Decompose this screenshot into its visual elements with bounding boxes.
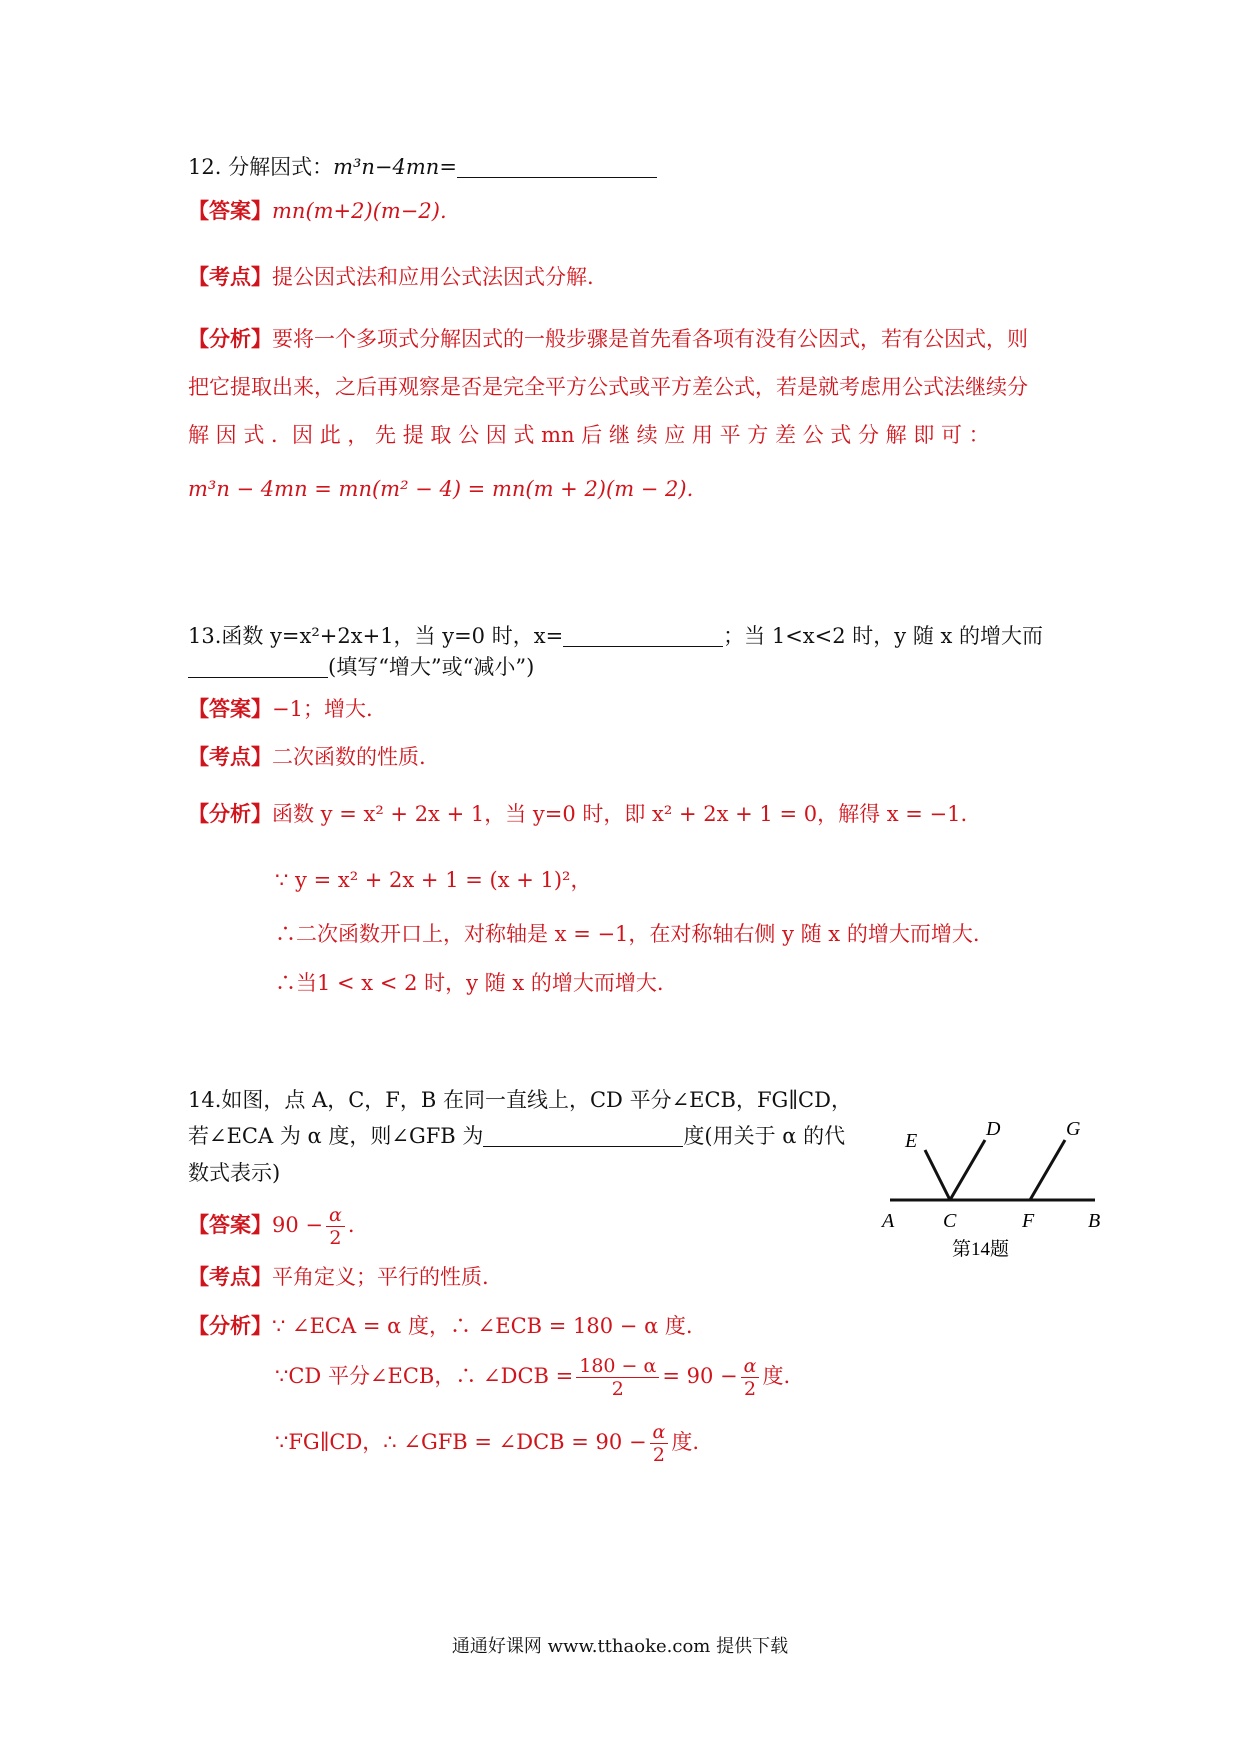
q12-answer-blank: [457, 155, 657, 178]
label-f: F: [1022, 1210, 1035, 1232]
q12-analysis-2: 把它提取出来，之后再观察是否是完全平方公式或平方差公式，若是就考虑用公式法继续分: [188, 375, 1028, 399]
q14-analysis-2-fraction-a: $\frac{180 - \alpha}{2}$: [576, 1355, 659, 1400]
q14-stem-2: 若∠ECA 为 α 度，则∠GFB 为 度(用关于 α 的代: [188, 1124, 846, 1148]
q14-stem-3: 数式表示): [188, 1161, 281, 1185]
q12-analysis-1: 【分析】要将一个多项式分解因式的一般步骤是首先看各项有没有公因式，若有公因式，则: [188, 327, 1028, 351]
q14-analysis-2-fraction-b: $\frac{\alpha}{2}$: [741, 1355, 760, 1400]
q13-analysis-3: ∴二次函数开口上，对称轴是 x = −1，在对称轴右侧 y 随 x 的增大而增大.: [275, 922, 980, 946]
q14-analysis-2: ∵CD 平分∠ECB，∴ ∠DCB = $\frac{180 - \alpha}{2}$ = 90 − $\frac{\alpha}{2}$ 度.: [275, 1355, 791, 1400]
q13-analysis-1: 【分析】函数 y = x² + 2x + 1，当 y=0 时，即 x² + 2x + 1 = 0，解得 x = −1.: [188, 802, 968, 826]
ray-ce: [925, 1150, 950, 1200]
figure-caption: 第14题: [952, 1239, 1010, 1260]
q14-answer: 【答案】90 − $\frac{\alpha}{2}$ .: [188, 1204, 355, 1249]
label-a: A: [882, 1210, 895, 1232]
q13-answer: 【答案】−1；增大.: [188, 697, 373, 721]
q13-analysis-2: ∵ y = x² + 2x + 1 = (x + 1)²，: [275, 868, 592, 892]
q13-stem-2: (填写“增大”或“减小”): [188, 652, 534, 682]
q14-stem-1: 14.如图，点 A，C，F，B 在同一直线上，CD 平分∠ECB，FG∥CD，: [188, 1088, 852, 1112]
page-footer: 通通好课网 www.tthaoke.com 提供下载: [451, 1636, 789, 1657]
q12-analysis-3: 解 因 式 ．因 此 ， 先 提 取 公 因 式 mn 后 继 续 应 用 平 方 差 公 式 分 解 即 可 ：: [188, 423, 990, 447]
ray-fg: [1030, 1140, 1065, 1200]
q14-topic: 【考点】平角定义；平行的性质.: [188, 1265, 489, 1289]
q13-blank-x: [563, 624, 723, 647]
q12-stem: 12. 分解因式：m³n−4mn=: [188, 152, 657, 182]
q14-answer-fraction: $\frac{\alpha}{2}$: [326, 1204, 345, 1249]
q12-answer: 【答案】mn(m+2)(m−2).: [188, 199, 447, 223]
q13-stem-1: 13.函数 y=x²+2x+1，当 y=0 时，x= ；当 1<x<2 时，y 随 x 的增大而: [188, 624, 1044, 648]
q12-topic: 【考点】提公因式法和应用公式法因式分解.: [188, 265, 594, 289]
label-c: C: [943, 1210, 957, 1232]
label-e: E: [905, 1130, 918, 1152]
q13-blank-trend: [188, 655, 328, 678]
q13-topic: 【考点】二次函数的性质.: [188, 745, 426, 769]
q14-answer-blank: [483, 1124, 683, 1147]
ray-cd: [950, 1140, 985, 1200]
q14-analysis-1: 【分析】∵ ∠ECA = α 度，∴ ∠ECB = 180 − α 度.: [188, 1314, 693, 1338]
q14-figure: [860, 1105, 1130, 1265]
label-b: B: [1088, 1210, 1101, 1232]
label-g: G: [1066, 1118, 1081, 1140]
q14-analysis-3-fraction: $\frac{\alpha}{2}$: [650, 1421, 669, 1466]
q12-analysis-4: m³n − 4mn = mn(m² − 4) = mn(m + 2)(m − 2).: [188, 477, 694, 501]
label-d: D: [986, 1118, 1001, 1140]
q14-analysis-3: ∵FG∥CD，∴ ∠GFB = ∠DCB = 90 − $\frac{\alpha}{2}$ 度.: [275, 1421, 700, 1466]
q13-analysis-4: ∴当1 < x < 2 时，y 随 x 的增大而增大.: [275, 971, 664, 995]
